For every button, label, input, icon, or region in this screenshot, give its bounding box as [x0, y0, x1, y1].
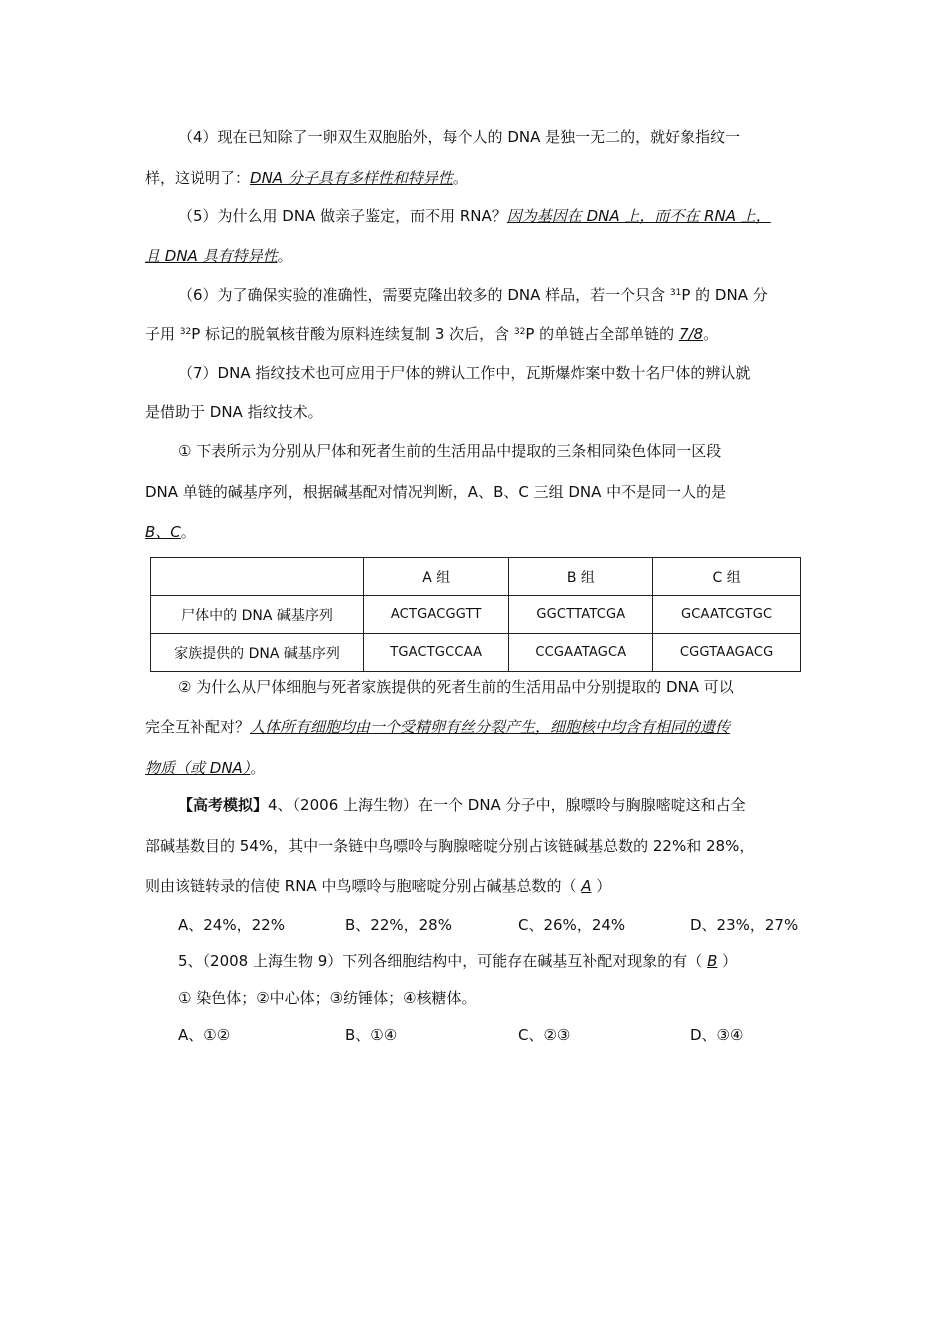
q6-answer: 7/8 — [678, 325, 704, 343]
gk4-options — [178, 915, 818, 935]
q7-sub2-answer-part2: 物质（或 DNA） — [145, 759, 251, 777]
q5-answer-part1: 因为基因在 DNA 上，而不在 RNA 上， — [506, 207, 771, 225]
gk5-options — [178, 1025, 818, 1045]
table-cell: ACTGACGGTT — [364, 596, 509, 634]
q6-isotope-32b: 32 — [513, 327, 526, 337]
table-header-cell: C 组 — [653, 558, 801, 596]
gk5-text: 5、（2008 上海生物 9）下列各细胞结构中，可能存在碱基互补配对现象的有（ — [178, 952, 708, 970]
gk4-answer: A — [581, 877, 592, 895]
gk4-line1 — [178, 795, 843, 815]
gk4-option-d: D、23%，27% — [690, 916, 799, 934]
gk5-option-a: A、①② — [178, 1026, 231, 1044]
table-header-cell: A 组 — [364, 558, 509, 596]
gk4-option-a: A、24%，22% — [178, 916, 285, 934]
gk5-option-c: C、②③ — [518, 1026, 571, 1044]
q7-sub2-text: ② 为什么从尸体细胞与死者家族提供的死者生前的生活用品中分别提取的 DNA 可以 — [178, 678, 734, 696]
q7-sub1-text-2: DNA 单链的碱基序列，根据碱基配对情况判断，A、B、C 三组 DNA 中不是同一人的是 — [145, 483, 727, 501]
q5-punct: 。 — [277, 247, 293, 265]
gk4-option-b: B、22%，28% — [345, 916, 452, 934]
q7-sub1-line3 — [145, 522, 810, 542]
q6-text-a: （6）为了确保实验的准确性，需要克隆出较多的 DNA 样品，若一个只含 — [178, 286, 670, 304]
gk5-line2 — [178, 988, 843, 1008]
table-cell: TGACTGCCAA — [364, 634, 509, 672]
gk5-punct: ） — [717, 952, 738, 970]
q4-text: （4）现在已知除了一卵双生双胞胎外，每个人的 DNA 是独一无二的，就好象指纹一 — [178, 128, 741, 146]
table-row — [151, 596, 801, 634]
table-header-cell: B 组 — [509, 558, 653, 596]
q7-sub2-punct: 。 — [250, 759, 266, 777]
gk4-line3 — [145, 876, 810, 896]
q6-punct: 。 — [703, 325, 719, 343]
q7-sub2-line1 — [178, 677, 843, 697]
q7-line1 — [178, 363, 843, 383]
gk4-tag: 【高考模拟】 — [178, 796, 269, 814]
q4-punct: 。 — [452, 169, 468, 187]
q7-sub1-line2 — [145, 482, 810, 502]
q5-line2 — [145, 246, 810, 266]
q5-answer-part2: 且 DNA 具有特异性 — [145, 247, 278, 265]
q6-text-d: P 标记的脱氧核苷酸为原料连续复制 3 次后，含 — [191, 325, 514, 343]
q7-sub1-text: ① 下表所示为分别从尸体和死者生前的生活用品中提取的三条相同染色体同一区段 — [178, 442, 722, 460]
gk5-option-b: B、①④ — [345, 1026, 398, 1044]
table-cell: CCGAATAGCA — [509, 634, 653, 672]
q6-line1 — [178, 285, 843, 305]
gk5-answer: B — [707, 952, 718, 970]
table-cell: GCAATCGTGC — [653, 596, 801, 634]
q6-text-c: 子用 — [145, 325, 180, 343]
gk4-text-3: 则由该链转录的信使 RNA 中鸟嘌呤与胞嘧啶分别占碱基总数的（ — [145, 877, 582, 895]
q7-sub2-answer-part1: 人体所有细胞均由一个受精卵有丝分裂产生，细胞核中均含有相同的遗传 — [250, 718, 731, 736]
q6-text-e: P 的单链占全部单链的 — [525, 325, 679, 343]
q6-text-b: P 的 DNA 分 — [681, 286, 768, 304]
dna-sequence-table — [150, 557, 801, 672]
gk4-punct: ） — [591, 877, 612, 895]
gk4-text-2: 部碱基数目的 54%，其中一条链中鸟嘌呤与胸腺嘧啶分别占该链碱基总数的 22%和 28%， — [145, 837, 755, 855]
q7-sub1-line1 — [178, 441, 843, 461]
gk5-option-d: D、③④ — [690, 1026, 744, 1044]
q4-line1 — [178, 127, 843, 147]
q4-line2 — [145, 168, 810, 188]
q7-text-2: 是借助于 DNA 指纹技术。 — [145, 403, 323, 421]
table-row — [151, 634, 801, 672]
table-header-row — [151, 558, 801, 596]
q5-text: （5）为什么用 DNA 做亲子鉴定，而不用 RNA？ — [178, 207, 507, 225]
q4-text-2: 样，这说明了： — [145, 169, 251, 187]
q5-line1 — [178, 206, 843, 226]
q7-sub2-line3 — [145, 758, 810, 778]
q7-sub1-punct: 。 — [180, 523, 196, 541]
q7-line2 — [145, 402, 810, 422]
q6-line2 — [145, 324, 810, 344]
gk4-option-c: C、26%，24% — [518, 916, 626, 934]
q7-text: （7）DNA 指纹技术也可应用于尸体的辨认工作中，瓦斯爆炸案中数十名尸体的辨认就 — [178, 364, 751, 382]
q6-isotope-32a: 32 — [179, 327, 192, 337]
q7-sub1-answer: B、C — [145, 523, 181, 541]
q7-sub2-line2 — [145, 717, 810, 737]
gk5-text-2: ① 染色体；②中心体；③纺锤体；④核糖体。 — [178, 989, 477, 1007]
table-row-label: 尸体中的 DNA 碱基序列 — [151, 596, 364, 634]
q4-answer: DNA 分子具有多样性和特异性 — [250, 169, 453, 187]
table-row-label: 家族提供的 DNA 碱基序列 — [151, 634, 364, 672]
gk5-line1 — [178, 951, 843, 971]
q7-sub2-text-2: 完全互补配对？ — [145, 718, 251, 736]
table-cell: CGGTAAGACG — [653, 634, 801, 672]
table-cell: GGCTTATCGA — [509, 596, 653, 634]
gk4-line2 — [145, 836, 810, 856]
q6-isotope-31: 31 — [669, 288, 682, 298]
gk4-text: 4、（2006 上海生物）在一个 DNA 分子中，腺嘌呤与胸腺嘧啶这和占全 — [268, 796, 746, 814]
table-header-cell — [151, 558, 364, 596]
